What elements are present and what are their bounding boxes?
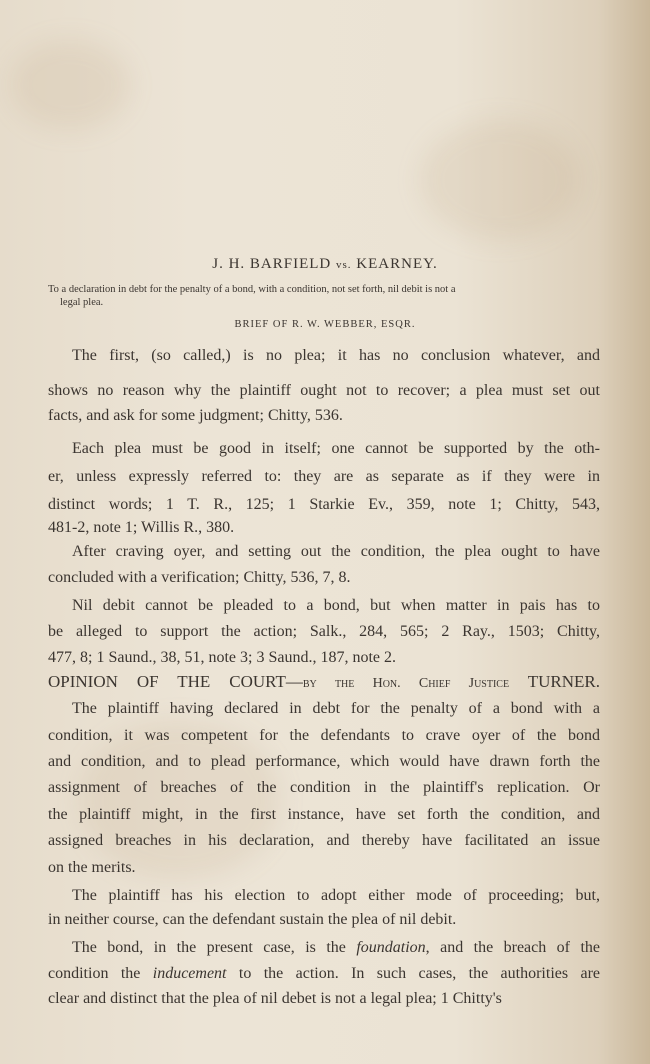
brief-heading: BRIEF OF R. W. WEBBER, ESQR.	[234, 319, 416, 330]
text-line	[48, 858, 600, 878]
text-segment: clear and distinct that the plea of nil debet is not a legal plea; 1 Chitty's	[48, 990, 502, 1007]
text-line	[48, 964, 600, 984]
text-segment: Each plea must be good in itself; one cannot be supported by the oth-	[72, 440, 600, 457]
text-line	[48, 831, 600, 851]
text-segment: er, unless expressly referred to: they are as separate as if they were in	[48, 468, 600, 485]
text-line	[48, 886, 600, 906]
italic-text: foundation	[356, 939, 426, 956]
text-segment: 481-2, note 1; Willis R., 380.	[48, 519, 235, 536]
opinion-heading-main: OPINION OF THE COURT—	[48, 672, 303, 691]
text-line	[48, 989, 600, 1009]
text-line	[48, 699, 600, 719]
opinion-heading-by: by the Hon. Chief Justice	[302, 676, 510, 691]
text-segment: and condition, and to plead performance, which would have drawn forth the	[48, 753, 600, 770]
text-line	[48, 381, 600, 401]
text-segment: 477, 8; 1 Saund., 38, 51, note 3; 3 Saund., 187, note 2.	[48, 649, 396, 666]
text-line	[48, 622, 600, 642]
text-line	[48, 439, 600, 459]
text-segment: Nil debit cannot be pleaded to a bond, but when matter in pais has to	[72, 597, 600, 614]
text-line	[48, 467, 600, 487]
syllabus-line: legal plea.	[60, 297, 104, 308]
opinion-heading-judge: TURNER.	[527, 672, 600, 691]
text-segment: After craving oyer, and setting out the condition, the plea ought to have	[72, 543, 600, 560]
text-line	[48, 406, 600, 426]
text-line	[48, 346, 600, 366]
text-segment: facts, and ask for some judgment; Chitty, 536.	[48, 407, 343, 424]
case-title-plaintiff: J. H. BARFIELD	[212, 256, 332, 272]
text-segment: condition the	[48, 965, 153, 982]
opinion-heading	[48, 672, 600, 694]
case-title-defendant: KEARNEY.	[356, 256, 438, 272]
text-segment: The plaintiff has his election to adopt either mode of proceeding; but,	[72, 887, 600, 904]
text-segment: distinct words; 1 T. R., 125; 1 Starkie Ev., 359, note 1; Chitty, 543,	[48, 496, 600, 513]
text-segment: The first, (so called,) is no plea; it has no conclusion whatever, and	[72, 347, 600, 364]
italic-text: inducement	[152, 965, 227, 982]
text-segment: assigned breaches in his declaration, and thereby have facilitated an issue	[48, 832, 600, 849]
text-segment: shows no reason why the plaintiff ought not to recover; a plea must set out	[48, 382, 600, 399]
text-line	[48, 805, 600, 825]
text-line	[48, 568, 600, 588]
text-line	[48, 910, 600, 930]
text-segment: The bond, in the present case, is the	[72, 939, 357, 956]
text-line	[48, 726, 600, 746]
text-segment: concluded with a verification; Chitty, 536, 7, 8.	[48, 569, 351, 586]
text-segment: the plaintiff might, in the first instance, have set forth the condition, and	[48, 806, 600, 823]
text-segment: assignment of breaches of the condition in the plaintiff's replication. Or	[48, 779, 600, 796]
text-segment: to the action. In such cases, the authorities are	[226, 965, 601, 982]
case-title	[0, 256, 650, 273]
text-line	[48, 518, 600, 538]
text-segment: The plaintiff having declared in debt for the penalty of a bond with a	[72, 700, 600, 717]
text-line	[48, 752, 600, 772]
text-segment: be alleged to support the action; Salk., 284, 565; 2 Ray., 1503; Chitty,	[48, 623, 600, 640]
text-line	[48, 542, 600, 562]
text-segment: , and the breach of the	[425, 939, 600, 956]
text-segment: condition, it was competent for the defendants to crave oyer of the bond	[48, 727, 600, 744]
syllabus-line: To a declaration in debt for the penalty of a bond, with a condition, not set forth, nil debit is not a	[48, 284, 456, 295]
text-segment: in neither course, can the defendant sustain the plea of nil debit.	[48, 911, 457, 928]
text-line	[48, 648, 600, 668]
text-line	[48, 495, 600, 515]
text-line	[48, 778, 600, 798]
text-line	[48, 596, 600, 616]
text-segment: on the merits.	[48, 859, 136, 876]
text-line	[48, 938, 600, 958]
case-title-vs: vs.	[336, 259, 352, 271]
